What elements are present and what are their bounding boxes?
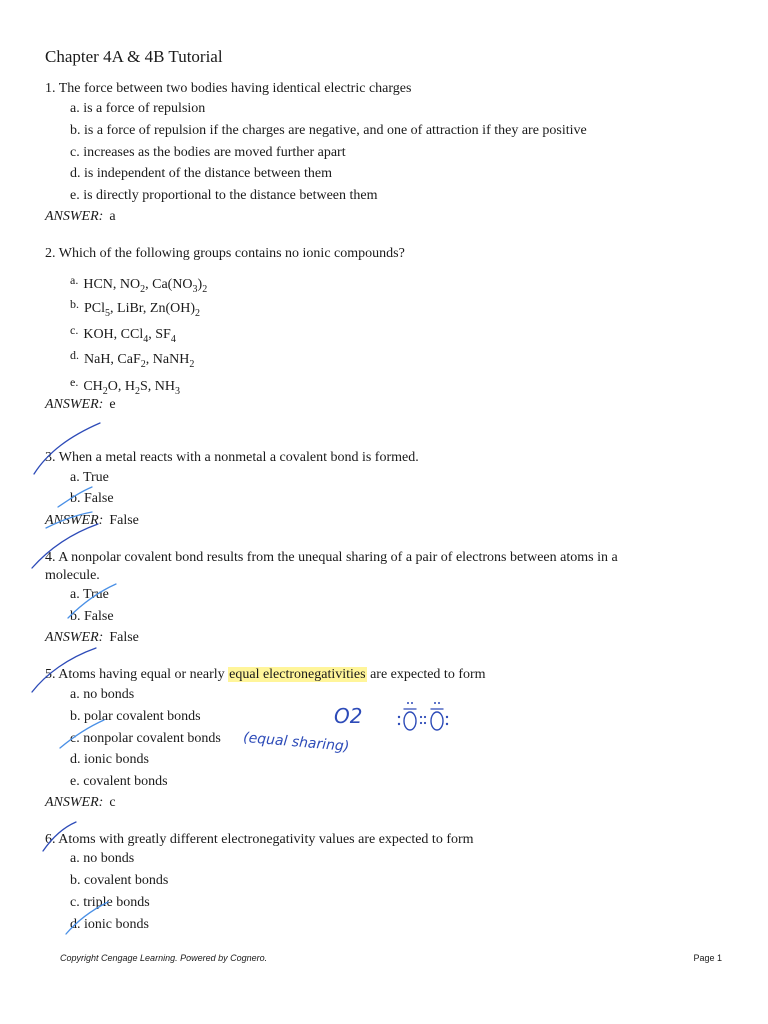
q3-answer-value: False <box>109 513 139 528</box>
q6-option-a: a. no bonds <box>70 851 135 866</box>
q5-option-b: b. polar covalent bonds <box>70 709 201 724</box>
question-6: 6. Atoms with greatly different electronegativity values are expected to form <box>45 832 474 847</box>
q2-option-b: b. PCl$_5$, LiBr, $Zn(OH)_2$ <box>70 297 200 319</box>
question-1: 1. The force between two bodies having identical electric charges <box>45 81 412 96</box>
q6-option-b: b. covalent bonds <box>70 873 169 888</box>
q1-option-a: a. is a force of repulsion <box>70 101 206 116</box>
q5-option-d: d. ionic bonds <box>70 752 149 767</box>
q4-answer <box>45 629 139 647</box>
q4-option-b: b. False <box>70 609 114 624</box>
q5-answer-value: c <box>109 795 116 810</box>
q5-answer <box>45 794 116 812</box>
answer-label: ANSWER: <box>45 397 104 412</box>
q1-option-b: b. is a force of repulsion if the charges are negative, and one of attraction if they are positive <box>70 123 587 138</box>
question-4: 4. A nonpolar covalent bond results from the unequal sharing of a pair of electrons between atoms in a <box>45 550 618 565</box>
q2-letter-a: a. <box>70 273 79 287</box>
q2-letter-b: b. <box>70 297 79 311</box>
footer-page-number: Page 1 <box>693 953 722 963</box>
question-3: 3. When a metal reacts with a nonmetal a covalent bond is formed. <box>45 450 419 465</box>
q2-answer <box>45 396 116 414</box>
q5-option-a: a. no bonds <box>70 687 135 702</box>
q2-option-c: c. KOH, CCl$_4$, $SF_4$ <box>70 323 176 345</box>
question-5 <box>45 666 486 684</box>
q1-option-d: d. is independent of the distance between them <box>70 166 333 181</box>
q2-option-e: e. $CH_2O$, $H_2S$, $NH_3$ <box>70 375 181 397</box>
q1-option-c: c. increases as the bodies are moved further apart <box>70 145 346 160</box>
q5-text-start: 5. Atoms having equal or nearly <box>45 667 229 682</box>
answer-label: ANSWER: <box>45 630 104 645</box>
q6-option-d: d. ionic bonds <box>70 917 149 932</box>
q4-option-a: a. True <box>70 587 109 602</box>
answer-label: ANSWER: <box>45 795 104 810</box>
answer-label: ANSWER: <box>45 513 104 528</box>
question-4-continued: molecule. <box>45 568 100 583</box>
answer-label: ANSWER: <box>45 209 104 224</box>
q3-answer <box>45 512 139 530</box>
q2-option-a: a. HCN, $NO_2$, $Ca(NO_3)_2$ <box>70 273 208 295</box>
q1-answer-value: a <box>109 209 116 224</box>
q2-option-d: d. NaH, CaF$_2$, NaNH$_2$ <box>70 348 195 370</box>
q6-option-c: c. triple bonds <box>70 895 150 910</box>
q1-answer <box>45 208 116 226</box>
q5-text-end: are expected to form <box>366 667 486 682</box>
q4-answer-value: False <box>109 630 139 645</box>
note-o2: O2 <box>334 704 363 728</box>
footer-copyright: Copyright Cengage Learning. Powered by Cognero. <box>60 953 268 963</box>
q2-letter-e: e. <box>70 375 79 389</box>
q3-option-a: a. True <box>70 470 109 485</box>
lewis-structure-o2 <box>398 702 448 730</box>
q3-option-b: b. False <box>70 491 114 506</box>
note-equal-sharing: (equal sharing) <box>242 729 350 756</box>
q2-answer-value: e <box>109 397 116 412</box>
q2-letter-c: c. <box>70 323 79 337</box>
question-2: 2. Which of the following groups contains no ionic compounds? <box>45 246 405 261</box>
q5-option-e: e. covalent bonds <box>70 774 168 789</box>
q5-option-c: c. nonpolar covalent bonds <box>70 731 221 746</box>
page-title: Chapter 4A & 4B Tutorial <box>45 47 223 66</box>
q2-letter-d: d. <box>70 348 79 362</box>
q1-option-e: e. is directly proportional to the distance between them <box>70 188 378 203</box>
highlighted-text: equal electronegativities <box>229 667 366 682</box>
